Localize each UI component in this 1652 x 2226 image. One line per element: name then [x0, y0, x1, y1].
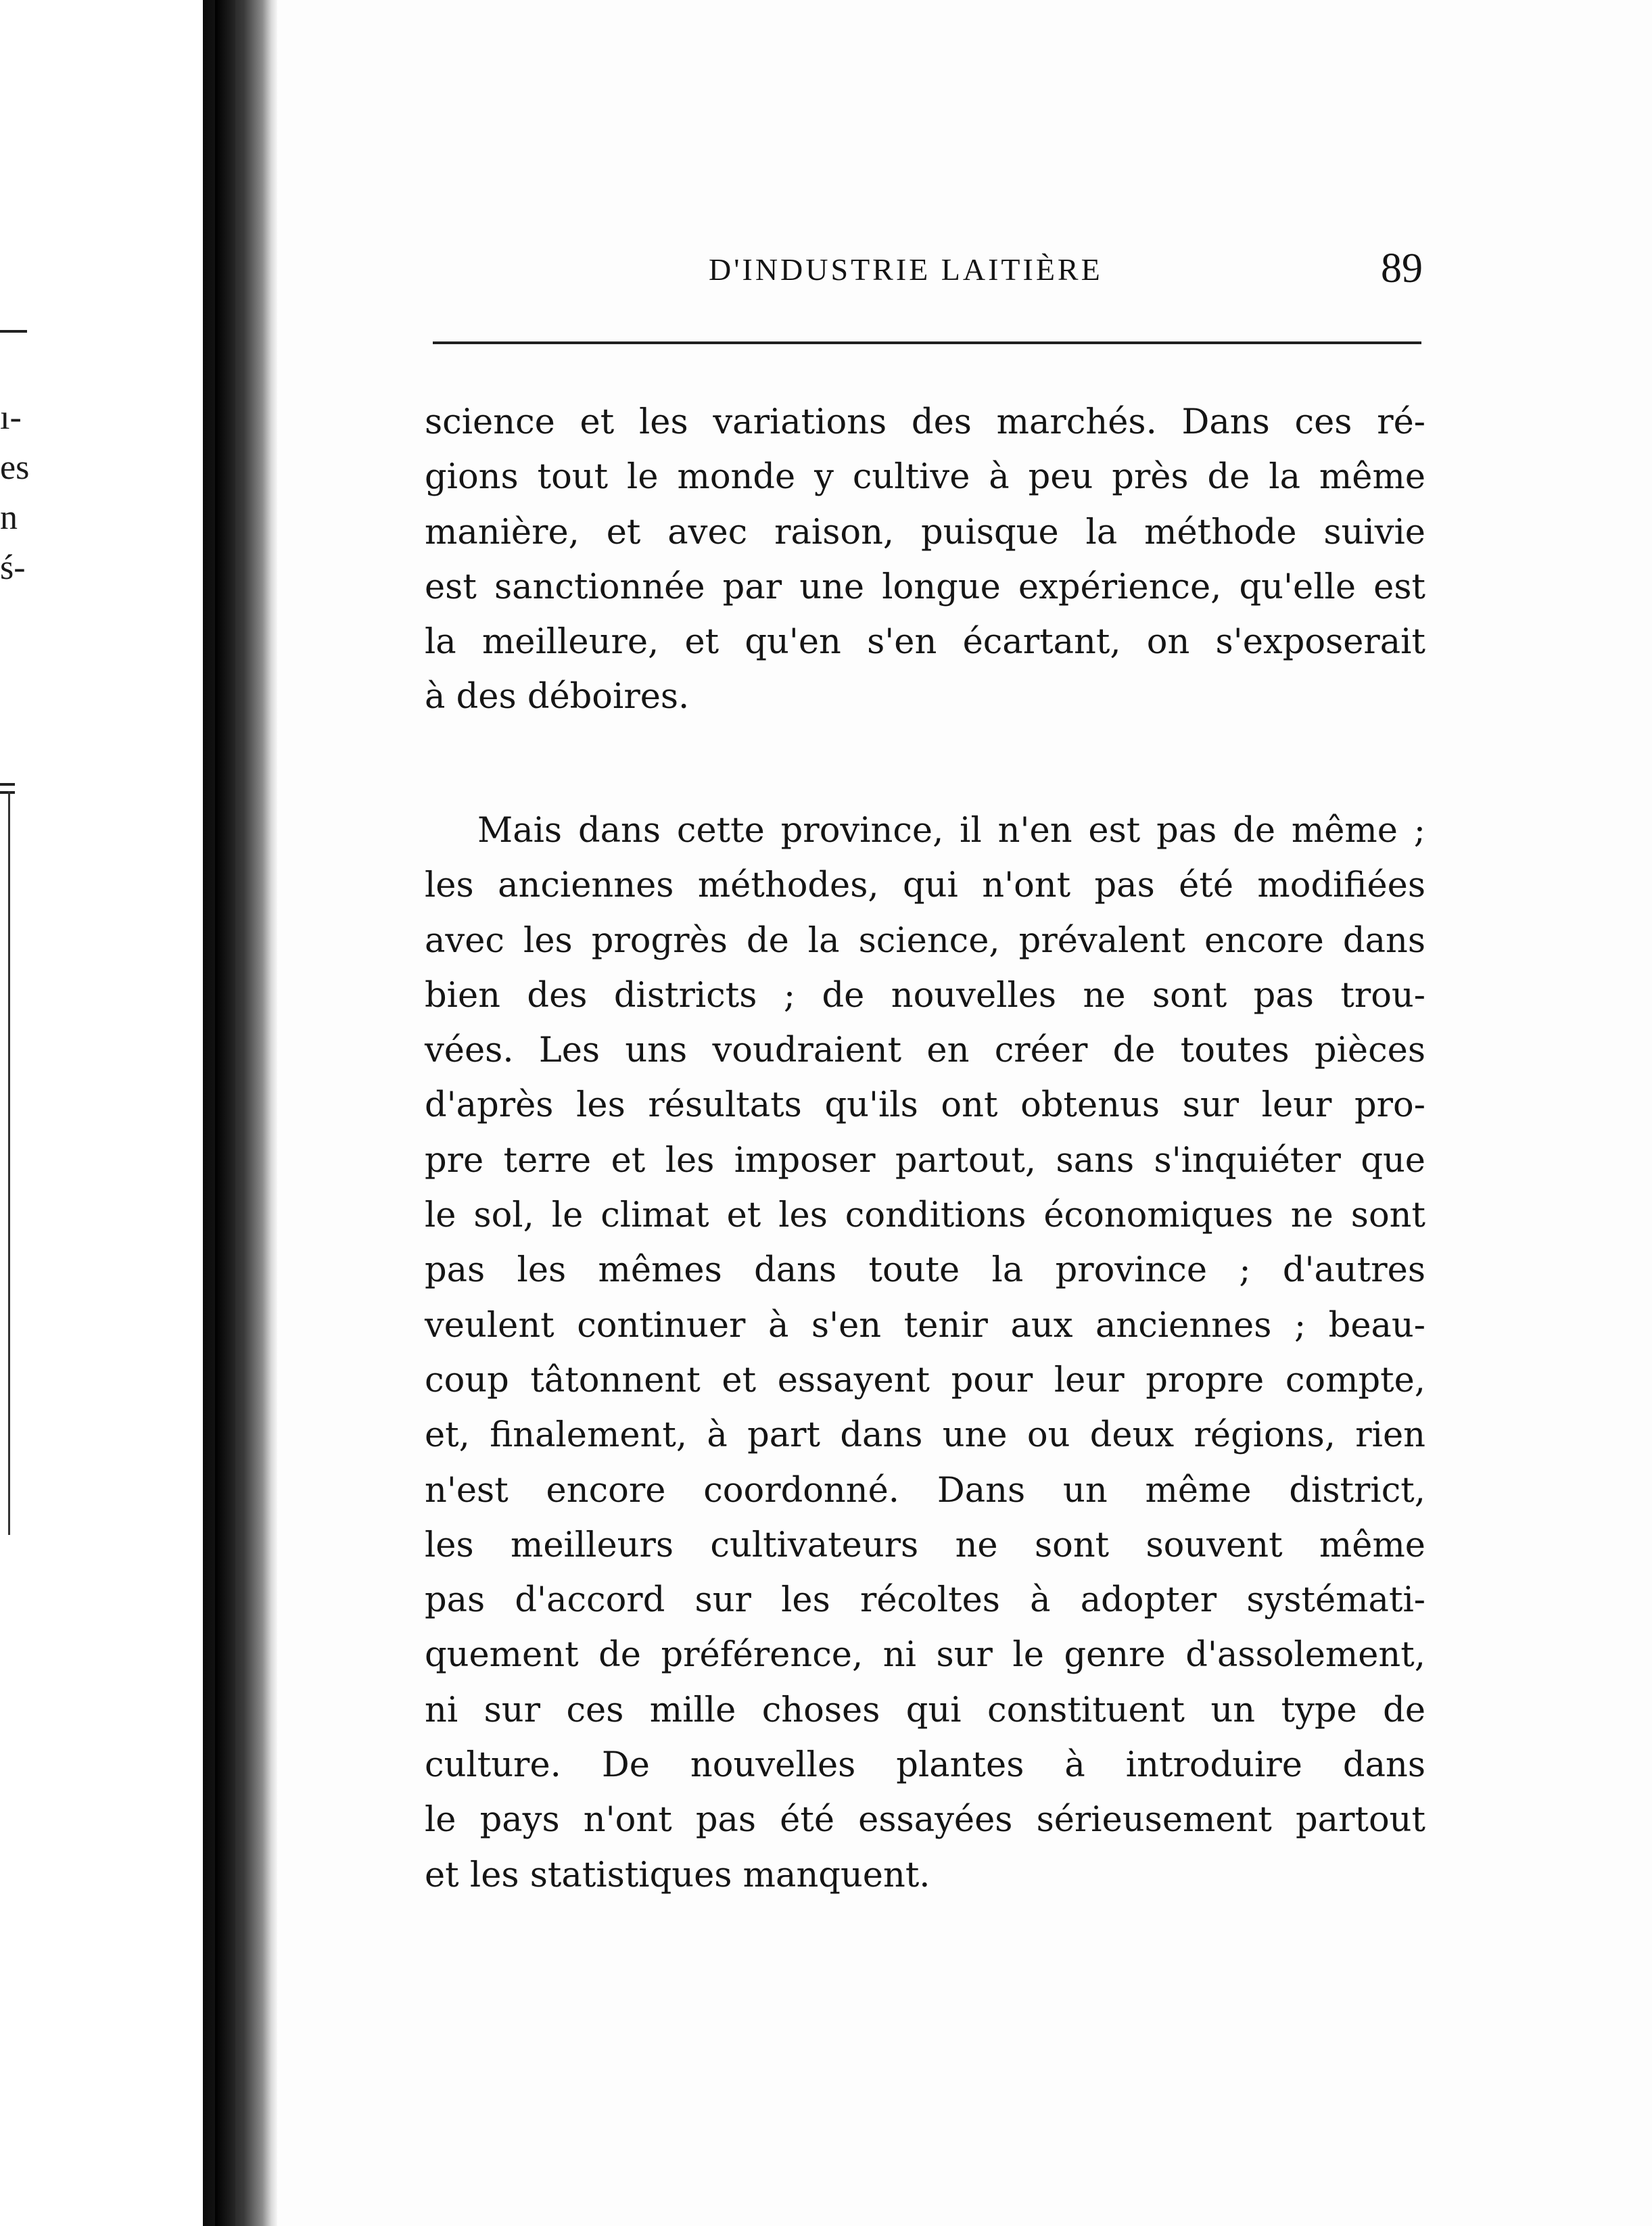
running-head: D'INDUSTRIE LAITIÈRE	[709, 252, 1103, 287]
text-line: vées. Les uns voudraient en créer de toutes pièces	[425, 1031, 1425, 1071]
previous-page-rule	[0, 330, 27, 333]
text-line: culture. De nouvelles plantes à introduire dans	[425, 1745, 1425, 1786]
text-line: est sanctionnée par une longue expérience, qu'elle est	[425, 567, 1425, 607]
paragraph-2	[425, 803, 1425, 1903]
text-line: pas les mêmes dans toute la province ; d'autres	[425, 1250, 1425, 1291]
page-number: 89	[1381, 245, 1423, 291]
previous-page-fragment	[0, 0, 203, 2226]
text-line: pre terre et les imposer partout, sans s'inquiéter que	[425, 1140, 1425, 1181]
text-line: quement de préférence, ni sur le genre d'assolement,	[425, 1635, 1425, 1676]
previous-page-text-fragment: ı-	[0, 398, 22, 437]
text-line: n'est encore coordonné. Dans un même district,	[425, 1470, 1425, 1511]
header-rule	[433, 341, 1421, 344]
text-line: veulent continuer à s'en tenir aux anciennes ; beau-	[425, 1305, 1425, 1346]
previous-page-text-fragment: n	[0, 498, 18, 537]
book-binding-gutter	[203, 0, 277, 2226]
text-line: les meilleurs cultivateurs ne sont souvent même	[425, 1525, 1425, 1565]
previous-page-border-line	[0, 791, 10, 1535]
text-line: à des déboires.	[425, 677, 690, 717]
text-line: les anciennes méthodes, qui n'ont pas été modifiées	[425, 866, 1425, 906]
text-line: gions tout le monde y cultive à peu près de la même	[425, 457, 1425, 498]
text-line: la meilleure, et qu'en s'en écartant, on s'exposerait	[425, 622, 1425, 663]
previous-page-text-fragment: ś-	[0, 548, 26, 587]
text-line: et les statistiques manquent.	[425, 1855, 930, 1895]
text-line: et, finalement, à part dans une ou deux régions, rien	[425, 1415, 1425, 1456]
text-line: d'après les résultats qu'ils ont obtenus sur leur pro-	[425, 1085, 1425, 1126]
text-line: coup tâtonnent et essayent pour leur propre compte,	[425, 1360, 1425, 1400]
text-line: manière, et avec raison, puisque la méthode suivie	[425, 512, 1425, 552]
text-line: le sol, le climat et les conditions économiques ne sont	[425, 1195, 1425, 1236]
text-line: science et les variations des marchés. Dans ces ré-	[425, 402, 1425, 442]
text-line: le pays n'ont pas été essayées sérieusement partout	[425, 1800, 1425, 1841]
text-line: bien des districts ; de nouvelles ne sont pas trou-	[425, 975, 1425, 1016]
text-line: Mais dans cette province, il n'en est pas de même ;	[477, 811, 1425, 851]
book-binding-shadow	[215, 0, 235, 2226]
text-line: ni sur ces mille choses qui constituent un type de	[425, 1690, 1425, 1730]
paragraph-1	[425, 395, 1425, 725]
text-line: avec les progrès de la science, prévalent encore dans	[425, 920, 1425, 961]
previous-page-text-fragment: es	[0, 448, 30, 487]
text-line: pas d'accord sur les récoltes à adopter systémati-	[425, 1580, 1425, 1621]
